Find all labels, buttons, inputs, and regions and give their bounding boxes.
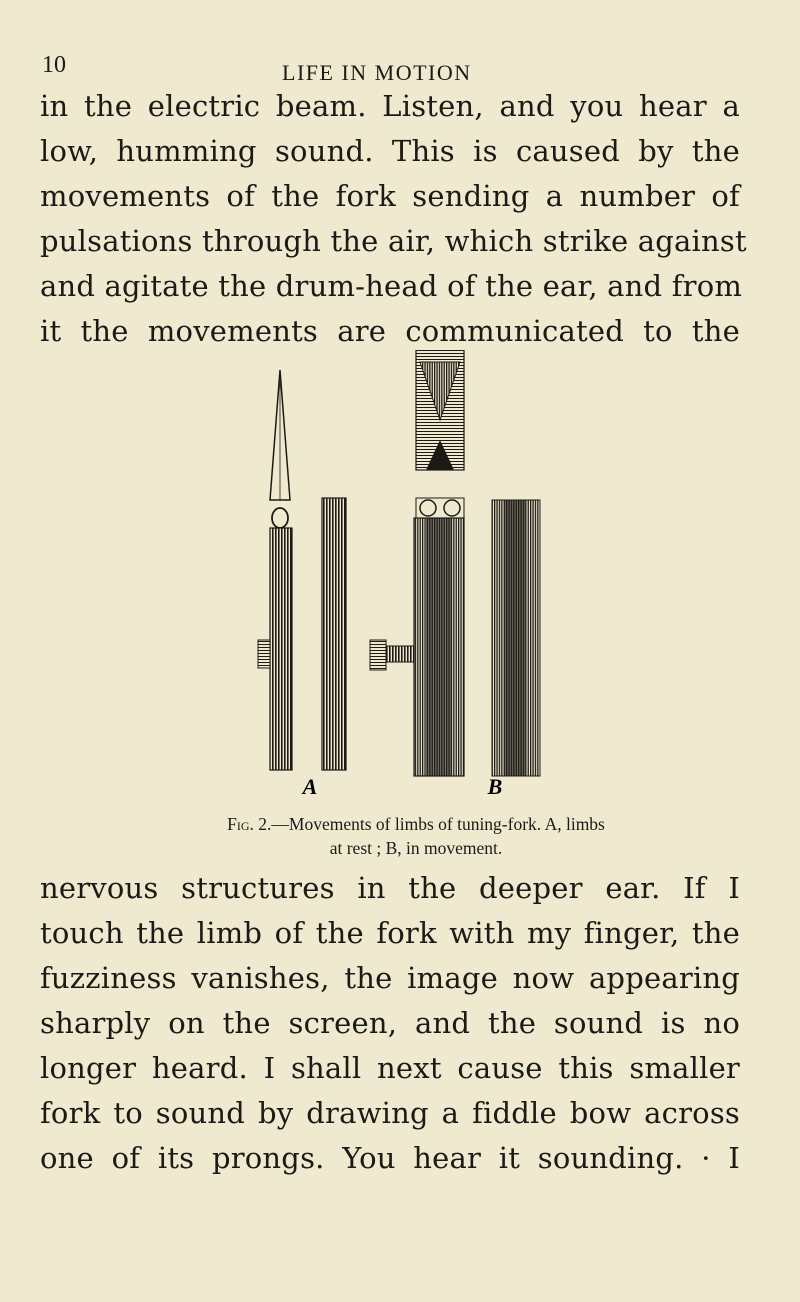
caption-text: —Movements of limbs of tuning-fork. A, limbs: [271, 814, 605, 834]
caption-figure-number: Fig. 2.: [227, 814, 272, 834]
text-line: touch the limb of the fork with my finger, the: [40, 916, 740, 950]
text-line: one of its prongs. You hear it sounding. · I: [40, 1141, 740, 1175]
text-line: nervous structures in the deeper ear. If I: [40, 871, 740, 905]
text-line: pulsations through the air, which strike against: [40, 224, 747, 258]
text-line: sharply on the screen, and the sound is no: [40, 1006, 740, 1040]
text-line: movements of the fork sending a number of: [40, 179, 740, 213]
caption-text-line-2: at rest ; B, in movement.: [329, 838, 503, 858]
text-line: low, humming sound. This is caused by the: [40, 134, 740, 168]
text-line: fork to sound by drawing a fiddle bow across: [40, 1096, 740, 1130]
figure-label-b: B: [487, 774, 503, 799]
figure-label-a: A: [302, 774, 318, 799]
paragraph-2: [40, 866, 740, 1181]
tuning-fork-figure: [230, 350, 570, 800]
fork-b-illustration: [370, 350, 540, 776]
figure-caption: [156, 812, 676, 860]
text-line: and agitate the drum-head of the ear, and from: [40, 269, 743, 303]
text-line: fuzziness vanishes, the image now appearing: [40, 961, 740, 995]
text-line: it the movements are communicated to the: [40, 314, 740, 348]
text-line: in the electric beam. Listen, and you hear a: [40, 89, 740, 123]
page-number: 10: [42, 52, 66, 78]
paragraph-1: [40, 84, 747, 354]
running-head: LIFE IN MOTION: [282, 60, 472, 85]
text-line: longer heard. I shall next cause this smaller: [40, 1051, 740, 1085]
fork-a-illustration: [258, 370, 346, 770]
